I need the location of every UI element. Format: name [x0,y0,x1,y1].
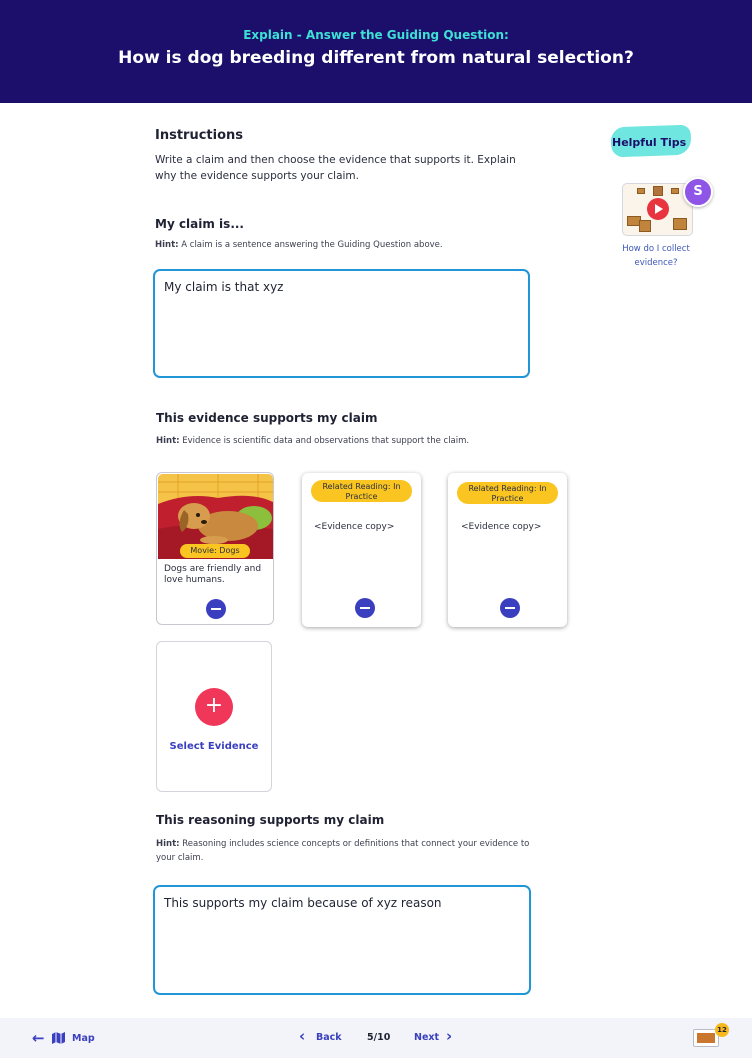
instructions-heading: Instructions [155,128,244,143]
evidence-card[interactable] [448,473,567,627]
select-evidence-card[interactable] [156,641,272,792]
avatar: S [683,177,713,207]
back-button[interactable]: Back [316,1032,342,1043]
claim-input[interactable]: My claim is that xyz [153,269,530,378]
evidence-copy: <Evidence copy> [461,522,542,532]
notebook-count-badge: 12 [715,1023,729,1037]
instructions-text: Write a claim and then choose the evidence that supports it. Explain why the evidence supports your claim. [155,154,516,182]
add-evidence-button[interactable]: + [195,688,233,726]
chevron-left-icon[interactable]: ‹ [299,1027,306,1045]
evidence-tag: Related Reading: In Practice [311,480,412,502]
select-evidence-label[interactable]: Select Evidence [169,741,259,752]
hint-text: Reasoning includes science concepts or definitions that connect your evidence to your claim. [156,839,530,863]
reasoning-heading: This reasoning supports my claim [156,813,385,827]
claim-heading: My claim is... [155,217,244,231]
evidence-hint [156,434,556,448]
page-header [0,0,752,103]
map-link[interactable]: Map [72,1033,95,1044]
helpful-tips-label: Helpful Tips [612,136,687,149]
evidence-card[interactable] [156,472,274,625]
guiding-question-kicker: Explain - Answer the Guiding Question: [243,28,509,42]
box-icon [671,188,679,194]
claim-hint [155,238,535,252]
remove-evidence-button[interactable] [355,598,375,618]
map-icon[interactable] [51,1031,66,1044]
box-icon [639,220,651,232]
box-icon [673,218,687,230]
hint-text: Evidence is scientific data and observations that support the claim. [182,436,470,446]
reasoning-hint [156,837,536,865]
evidence-copy: <Evidence copy> [314,522,395,532]
hint-label: Hint: [156,436,180,446]
box-icon [637,188,645,194]
hint-label: Hint: [156,839,180,849]
chevron-right-icon[interactable]: › [446,1027,453,1045]
evidence-tag: Related Reading: In Practice [457,482,558,504]
guiding-question-title: How is dog breeding different from natural selection? [118,48,634,68]
video-caption[interactable]: How do I collect evidence? [622,244,690,268]
evidence-tag: Movie: Dogs [180,544,250,558]
evidence-copy: Dogs are friendly and love humans. [164,564,262,585]
page-indicator: 5/10 [367,1032,391,1043]
reasoning-input[interactable]: This supports my claim because of xyz reason [153,885,531,995]
hint-label: Hint: [155,240,179,250]
remove-evidence-button[interactable] [206,599,226,619]
dog-illustration [158,474,273,559]
play-icon[interactable] [647,198,669,220]
back-to-map-arrow-icon[interactable]: ← [32,1029,45,1047]
character-icon [653,186,663,196]
evidence-heading: This evidence supports my claim [156,411,378,425]
remove-evidence-button[interactable] [500,598,520,618]
next-button[interactable]: Next [414,1032,440,1043]
evidence-card[interactable] [302,473,421,627]
hint-text: A claim is a sentence answering the Guiding Question above. [181,240,443,250]
